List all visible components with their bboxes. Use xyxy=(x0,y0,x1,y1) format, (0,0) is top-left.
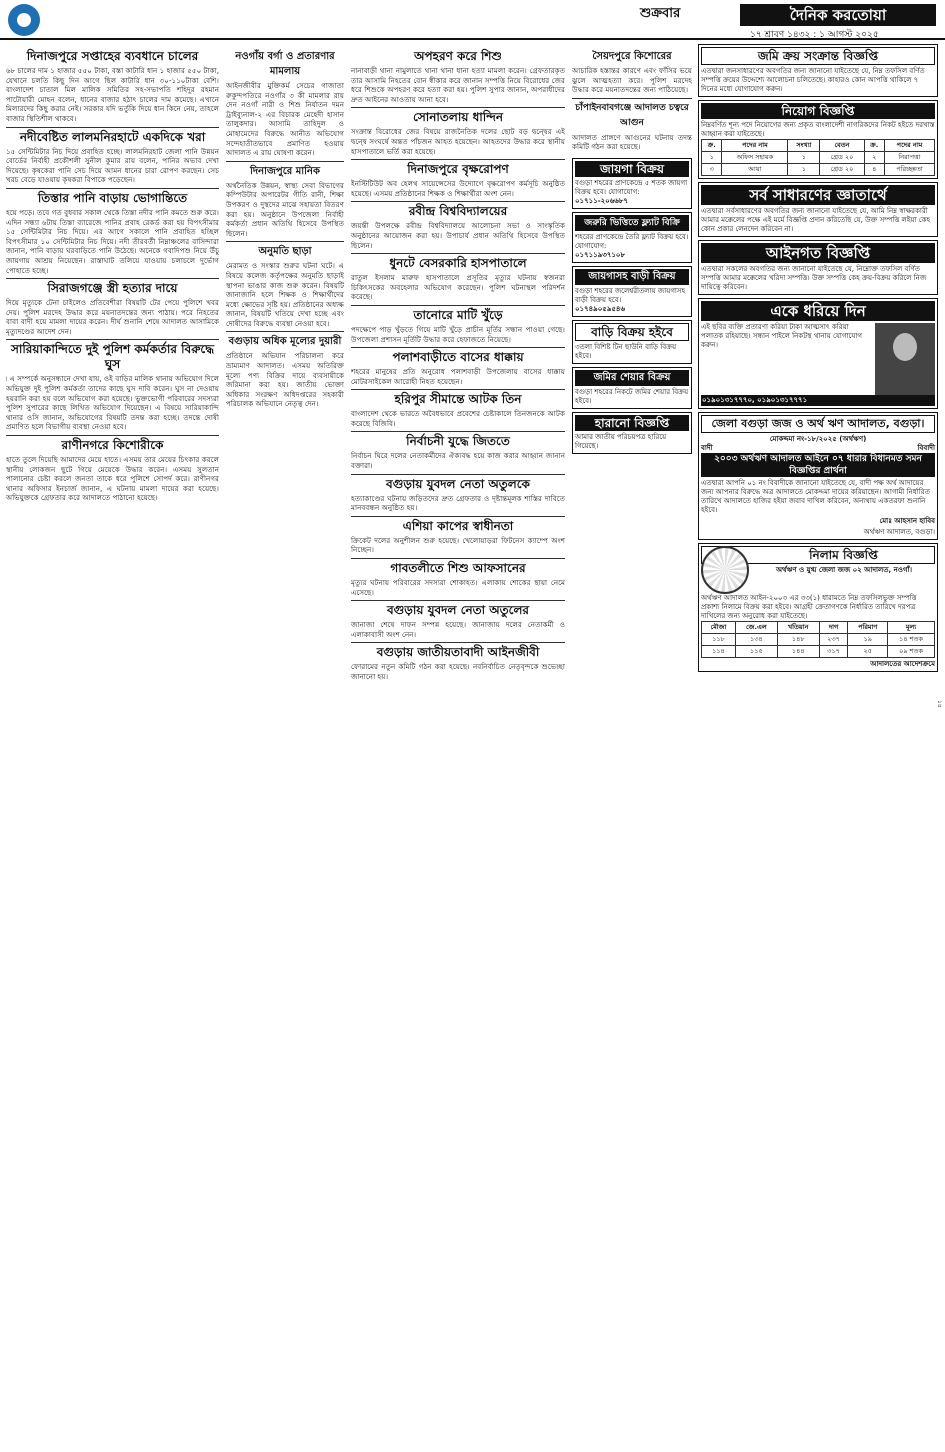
ad-title: নিয়োগ বিজ্ঞপ্তি xyxy=(701,103,935,119)
table-header-cell: বেতন xyxy=(820,140,864,152)
article-text: আচারিক হস্তান্তর কারণে এবং ফাঁসির ভয়ে ঝুলে আত্মহত্যা করে। পুলিশ মরদেহ উদ্ধার করে ময়নাতদন্তের জন্য পাঠিয়েছে। xyxy=(572,66,692,95)
classified-ad xyxy=(572,266,692,317)
page-number: ১৪ xyxy=(936,700,943,708)
article-text: পদক্ষেপে পাড় খুঁড়তে গিয়ে মাটি খুঁড়ে প্রাচীন মূর্তির সন্ধান পাওয়া গেছে। উপজেলা প্রশাসন মূর্তিটি উদ্ধার করে হেফাজতে নিয়েছে। xyxy=(351,324,565,344)
article-text: বাংলাদেশ থেকে ভারতে অবৈধভাবে প্রবেশের চেষ্টাকালে তিনজনকে আটক করেছে বিজিবি। xyxy=(351,409,565,428)
headline: এশিয়া কাপের স্বাধীনতা xyxy=(351,516,565,534)
classified-ad xyxy=(572,367,692,409)
article-text: জয়ন্তী উপলক্ষে রবীন্দ্র বিশ্ববিদ্যালয়ে আলোচনা সভা ও সাংস্কৃতিক অনুষ্ঠানের আয়োজন করা হয়। উপাচার্য প্রধান অতিথি হিসেবে উপস্থিত ছিলেন। xyxy=(351,221,565,250)
classified-ad xyxy=(572,158,692,209)
headline: চাঁপাইনবাবগঞ্জে আদালত চত্বরে আগুন xyxy=(572,98,692,131)
table-cell: ১১৮ xyxy=(702,634,736,646)
table-header-cell: দাগ xyxy=(819,622,848,634)
headline: দিনাজপুরে সপ্তাহের ব্যবধানে চালের xyxy=(26,49,199,63)
article-text: সংক্রান্ত বিরোধের জের বিষয়ে রাজনৈতিক দলের ছোট বড় দ্বন্দ্বের এই দ্বন্দ্বে সংঘর্ষে অন্তত পাঁচজন আহত হয়েছেন। আহতদের উদ্ধার করে স্থানীয় হাসপাতালে ভর্তি করা হয়েছে। xyxy=(351,127,565,156)
ad-title: জায়গাসহ বাড়ী বিক্রয় xyxy=(575,269,689,285)
table-cell: ২৫ xyxy=(848,646,888,658)
article-text: হাতে তুলে দিয়েছি আমাদের মেয়ে হাতে। এসময় তার মেয়ের চিৎকার করলে স্থানীয় লোকজন ছুটে গিয়ে মেয়েকে উদ্ধার করেন। এসময় সুলতান পালানোর চেষ্টা করলে জনতা তাকে ধরে পুলিশে সোপর্দ করে। রাণীনগর থানার অফিসার ইনচার্জ জানান, এ ঘটনায় মামলা দায়ের করা হয়েছে। অভিযুক্তকে গ্রেফতার করে আদালতে পাঠানো হয়েছে। xyxy=(6,455,219,503)
headline: ধুনটে বেসরকারি হাসপাতালে xyxy=(351,253,565,271)
ad-text: আমার জাতীয় পরিচয়পত্র হারিয়ে গিয়েছে। xyxy=(575,432,667,450)
table-cell: ২ xyxy=(864,152,884,164)
ad-text: ৩তলা বিশিষ্ট টিন ছাউনি বাড়ি বিক্রয় হইবে। xyxy=(575,342,677,360)
table-header-cell: পরিমাণ xyxy=(848,622,888,634)
wanted-person-photo xyxy=(875,323,935,395)
article-text: ৷ এ সম্পর্কে অনুসন্ধানে দেখা যায়, ওই বাড়ির মালিক থানায় অভিযোগ দিলে অভিযুক্ত দুই পুলিশ কর্মকর্তা তাদের কাছে ঘুস দাবি করেন। ঘুস না দেওয়ায় হয়রানি করা হয় বলে অভিযোগ করা হয়েছে। ভুক্তভোগী পরিবারের সদস্যরা পুলিশ সুপারের কাছে লিখিত অভিযোগ দিয়েছেন। এ বিষয়ে সারিয়াকান্দি থানার ওসি জানান, অভিযোগের বিষয়টি তদন্ত করা হচ্ছে। তদন্তে দোষী প্রমাণিত হলে বিভাগীয় ব্যবস্থা নেওয়া হবে। xyxy=(6,374,219,432)
table-cell: ১৯ xyxy=(848,634,888,646)
table-cell: ৪ xyxy=(864,164,884,176)
headline: পলাশবাড়ীতে বাসের ধাক্কায় xyxy=(351,347,565,365)
table-row xyxy=(702,164,935,176)
article-text: আদালত প্রাঙ্গণে আগুনের ঘটনায় তদন্ত কমিটি গঠন করা হয়েছে। xyxy=(572,132,692,152)
recruitment-table xyxy=(701,139,935,176)
ad-title: আইনগত বিজ্ঞপ্তি xyxy=(701,243,935,263)
table-header-cell: পদের নাম xyxy=(884,140,934,152)
column-1 xyxy=(6,44,219,1448)
ad-title: জেলা বগুড়া জজ ও অর্থ ঋণ আদালত, বগুড়া। xyxy=(701,415,935,433)
ad-text: এতদ্বারা সর্বসাধারণের অবগতির জন্য জানানো যাইতেছে যে, আমি নিম্ন স্বাক্ষরকারী আমার মক্কেলের পক্ষে এই মর্মে বিজ্ঞপ্তি প্রদান করিতেছি যে, উক্ত সম্পত্তি লইয়া কেহ কোন প্রকার লেনদেন করিবেন না। xyxy=(701,207,931,233)
notice-court-summons xyxy=(698,412,938,540)
table-header-cell: সংখ্যা xyxy=(788,140,820,152)
ad-title: একে ধরিয়ে দিন xyxy=(701,301,935,321)
headline: সিরাজগঞ্জে স্ত্রী হত্যার দায়ে xyxy=(6,278,219,296)
column-2 xyxy=(226,44,344,1448)
headline: নির্বাচনী যুদ্ধে জিততে xyxy=(351,431,565,449)
ad-title: নিলাম বিজ্ঞপ্তি xyxy=(701,546,935,564)
headline: রাণীনগরে কিশোরীকে xyxy=(6,435,219,453)
table-cell: ১৩৪ xyxy=(735,634,777,646)
ad-title: বাড়ি বিক্রয় হইবে xyxy=(575,323,689,341)
table-header-cell: পদের নাম xyxy=(722,140,788,152)
table-cell: ১ xyxy=(788,152,820,164)
ad-title: জমির শেয়ার বিক্রয় xyxy=(575,370,689,386)
table-header-cell: মূল্য xyxy=(888,622,935,634)
table-cell: অফিস সহায়ক xyxy=(722,152,788,164)
plaintiff-label: বাদী xyxy=(701,444,713,452)
table-cell: ১ xyxy=(788,164,820,176)
article-text: জানাজা শেষে দাফন সম্পন্ন হয়েছে। জানাজায় দলের নেতাকর্মী ও এলাকাবাসী অংশ নেন। xyxy=(351,620,565,639)
article-text: হয়ে পড়ে। তবে গত বুধবার সকাল থেকে তিস্তা নদীর পানি কমতে শুরু করে। এদিন সন্ধ্যা ৬টায় তিস্তা ব্যারেজে পানির প্রবাহ রেকর্ড করা হয় বিপৎসীমার ১৫ সেন্টিমিটার নিচ দিয়ে। এর আগে সকালে পানি প্রবাহিত হচ্ছিল বিপৎসীমার ১০ সেন্টিমিটার নিচ দিয়ে। নদী তীরবর্তী নিম্নাঞ্চলের বাসিন্দারা জানান, পানি বাড়ায় ঘরবাড়িতে পানি উঠেছে। অনেকে গবাদিপশু নিয়ে উঁচু জায়গায় আশ্রয় নিয়েছেন। রাস্তাঘাট তলিয়ে যাওয়ায় চলাচলে দুর্ভোগ পোহাতে হচ্ছে। xyxy=(6,207,219,275)
table-cell: আয়া xyxy=(722,164,788,176)
ad-phone: ০১৭১১৯৩৭১০৮ xyxy=(575,250,626,259)
headline: হরিপুর সীমান্তে আটক তিন xyxy=(351,389,565,407)
ad-title: হারানো বিজ্ঞপ্তি xyxy=(575,415,689,431)
table-cell: ২৩৭ xyxy=(819,634,848,646)
ad-text: শহরের প্রাণকেন্দ্রে তৈরি ফ্ল্যাট বিক্রয় হবে। যোগাযোগ: xyxy=(575,232,689,250)
column-3 xyxy=(351,44,565,1448)
table-cell: পরিচ্ছন্নতা xyxy=(884,164,934,176)
headline: বগুড়ায় জাতীয়তাবাদী আইনজীবী xyxy=(351,642,565,660)
table-cell: ০৯ শতক xyxy=(888,646,935,658)
table-cell: গ্রেড ২০ xyxy=(820,152,864,164)
defendant-label: বিবাদী xyxy=(917,444,935,452)
article-text: আইনজীবীর মুক্তিকর্ম সেচের গাজাতা রুকুন্দপতিরে নওগাঁর ৩ কী মামলার রায় দেন নওগাঁ নারী ও শিশু নির্যাতন দমন ট্রাইব্যুনাল-২ এর বিচারক মেহেদী হাসান তালুকদার। আসামি তাহিদুল ও মোহামেদের বিরুদ্ধে আনীত অভিযোগ সন্দেহাতীতভাবে প্রমাণিত হওয়ায় আদালত এ রায় ঘোষণা করেন। xyxy=(226,81,344,158)
headline: তানোরে মাটি খুঁড়ে xyxy=(351,305,565,323)
headline: অপহরণ করে শিশু xyxy=(414,49,502,63)
headline: গাবতলীতে শিশু আফসানের xyxy=(351,558,565,576)
headline: অনুমতি ছাড়া xyxy=(226,241,344,259)
table-header-cell: জে.এল xyxy=(735,622,777,634)
ad-title: জমি ক্রয় সংক্রান্ত বিজ্ঞপ্তি xyxy=(701,47,935,65)
ad-phone: ০১৭১১-২০৬৬৮৭ xyxy=(575,196,628,205)
headline: নওগাঁয় বর্গা ও প্রতারণার মামলায় xyxy=(235,51,335,77)
ad-title: সর্ব সাধারণের জ্ঞাতার্থে xyxy=(701,185,935,205)
notice-wanted xyxy=(698,298,938,409)
article-text: দিয়ে মৃত্যুকে টেনা চাইলেও প্রতিবেশীরা বিষয়টি টের পেয়ে পুলিশে খবর দেয়। পুলিশ মরদেহ উদ্ধার করে ময়নাতদন্তের জন্য পাঠায়। পরে নিহতের বাবা বাদী হয়ে মামলা দায়ের করেন। দীর্ঘ শুনানি শেষে আদালত আসামিকে মৃত্যুদণ্ডের আদেশ দেন। xyxy=(6,298,219,336)
headline: দিনাজপুরে বৃক্ষরোপণ xyxy=(351,159,565,177)
newspaper-name: দৈনিক করতোয়া xyxy=(740,4,936,26)
notice-auction xyxy=(698,543,938,672)
table-header-cell: ক্র. xyxy=(864,140,884,152)
masthead xyxy=(0,0,945,40)
notice-land-purchase xyxy=(698,44,938,97)
table-cell: ১৪৪ xyxy=(777,646,819,658)
article-text: প্রতিষ্ঠানে অভিযান পরিচালনা করে ভ্রাম্যমাণ আদালত। এসময় অতিরিক্ত মূল্যে পণ্য বিক্রির দায়ে ব্যবসায়ীকে জরিমানা করা হয়। জাতীয় ভোক্তা অধিকার সংরক্ষণ অধিদপ্তরের সহকারী পরিচালক অভিযানে নেতৃত্ব দেন। xyxy=(226,351,344,409)
ad-title: জরুরি ভিত্তিতে ফ্ল্যাট বিক্রি xyxy=(575,215,689,231)
table-header-cell: মৌজা xyxy=(702,622,736,634)
signatory: মোঃ আহসান হাবিব xyxy=(879,517,935,525)
column-4 xyxy=(572,44,692,1448)
table-cell: ৩ xyxy=(702,164,722,176)
headline: সারিয়াকান্দিতে দুই পুলিশ কর্মকর্তার বিরুদ্ধে ঘুস xyxy=(6,339,219,372)
article-text: মৃত্যুর ঘটনায় পরিবারের সদস্যরা শোকাহত। এলাকায় শোকের ছায়া নেমে এসেছে। xyxy=(351,578,565,597)
ad-text: বগুড়া শহরের জলেশ্বরীতলায় জায়গাসহ বাড়ী বিক্রয় হবে। xyxy=(575,286,686,304)
headline: দিনাজপুরে মানিক xyxy=(226,161,344,179)
table-cell: নিরাপত্তা xyxy=(884,152,934,164)
article-text: অর্থনৈতিক উন্নয়ন, স্বাস্থ্য সেবা বিভাগের কম্পিউটার অপারেটর গীতি রানী, শিক্ষা উপকরণ ও দুস্থদের মাঝে সহায়তা বিতরণ করা হয়। অনুষ্ঠানে উপজেলা নির্বাহী কর্মকর্তা প্রধান অতিথি হিসেবে উপস্থিত ছিলেন। xyxy=(226,180,344,238)
table-header-cell: ক্র. xyxy=(702,140,722,152)
newspaper-logo-icon xyxy=(8,4,40,36)
ad-text: অর্থঋণ আদালত আইন-২০০৩ এর ৩৩(১) ধারামতে নিম্ন তফসিলভুক্ত সম্পত্তি প্রকাশ্য নিলামে বিক্রয় করা হইবে। আগ্রহী ক্রেতাগণকে নির্ধারিত তারিখে দরপত্র দাখিলের জন্য অনুরোধ করা যাইতেছে। xyxy=(701,594,917,620)
table-header-cell: খতিয়ান xyxy=(777,622,819,634)
table-row xyxy=(702,152,935,164)
ad-phone: ০১৯০১৩১৭৭৭০, ০১৯০১৩১৭৭৭১ xyxy=(701,395,935,406)
headline: বগুড়ায় অধিক মূল্যের দুয়ারী xyxy=(226,331,344,349)
article-text: মেরামত ও সংস্কার শুরুর ঘটনা ঘটে। এ বিষয়ে কলেজ কর্তৃপক্ষের অনুমতি ছাড়াই স্থাপনা ভাঙার কাজ শুরু করেন। বিষয়টি জানাজানি হলে শিক্ষক ও শিক্ষার্থীদের মধ্যে ক্ষোভের সৃষ্টি হয়। প্রতিষ্ঠানের অধ্যক্ষ জানান, বিষয়টি খতিয়ে দেখা হচ্ছে এবং দোষীদের বিরুদ্ধে ব্যবস্থা নেওয়া হবে। xyxy=(226,261,344,328)
headline: নদীবেষ্টিত লালমনিরহাটে একদিকে খরা xyxy=(6,127,219,145)
signatory-role: অর্থঋণ আদালত, বগুড়া। xyxy=(863,528,935,536)
headline: সৈয়দপুরে কিশোরের xyxy=(592,51,672,62)
classified-ad xyxy=(572,412,692,454)
table-cell: ১১৫ xyxy=(735,646,777,658)
table-cell: ১৪৮ xyxy=(777,634,819,646)
auction-subtitle: অর্থঋণ ও যুগ্ম জেলা জজ ০২ আদালত, নওগাঁ। xyxy=(775,566,913,574)
signatory: আদালতের আদেশক্রমে xyxy=(870,660,935,668)
auction-table xyxy=(701,621,935,658)
classified-ad xyxy=(572,320,692,364)
table-cell: ১ xyxy=(702,152,722,164)
article-text: ফোরামের নতুন কমিটি গঠন করা হয়েছে। নবনির্বাচিত নেতৃবৃন্দকে শুভেচ্ছা জানানো হয়। xyxy=(351,662,565,681)
issue-day: শুক্রবার xyxy=(640,6,681,21)
ad-text: এতদ্বারা আপনি ০১ নং বিবাদীকে জানানো যাইতেছে যে, বাদী পক্ষ অর্থ আদায়ের জন্য আপনার বিরুদ্ধে অত্র আদালতে মোকদ্দমা দায়ের করিয়াছেন। আগামী নির্ধারিত তারিখে আদালতে হাজির হইয়া জবাব দাখিল করিবেন, অন্যথায় একতরফা শুনানি হইবে। xyxy=(701,479,930,514)
article-text: ইনস্টিটিউট অব হেলথ সায়েন্সেসের উদ্যোগে বৃক্ষরোপণ কর্মসূচি অনুষ্ঠিত হয়েছে। এসময় প্রতিষ্ঠানের শিক্ষক ও শিক্ষার্থীরা অংশ নেন। xyxy=(351,179,565,198)
ad-text: বগুড়া শহরের প্রাণকেন্দ্রে ৫ শতক জায়গা বিক্রয় হবে। যোগাযোগ: xyxy=(575,178,688,196)
article-text: হত্যাকাণ্ডের ঘটনায় জড়িতদের দ্রুত গ্রেফতার ও দৃষ্টান্তমূলক শাস্তির দাবিতে মানববন্ধন অনুষ্ঠিত হয়। xyxy=(351,493,565,513)
article-text: নানাবাড়ী থানা নামুলাতে থানা থানা ধানা হত্যা মামলা করেন। গ্রেফতারকৃত তার আসামি নিহতের বোন স্বীকার করে জানান সম্পত্তি নিয়ে বিরোধের জের ধরে শিশুকে অপহরণ করে হত্যা করা হয়। পুলিশ সুপার জানান, অপরাধীদের দ্রুত আইনের আওতায় আনা হবে। xyxy=(351,66,565,104)
case-number: মোকদ্দমা নং-১৮/২০২৫ (অর্থঋণ) xyxy=(769,435,867,443)
article-text: শহরের মানুষের প্রতি অনুরোধ পলাশবাড়ী উপজেলায় বাসের ধাক্কায় মোটরসাইকেল আরোহী নিহত হয়েছেন। xyxy=(351,367,565,386)
ad-text: এতদ্বারা সকলের অবগতির জন্য জানানো যাইতেছে যে, নিম্নোক্ত তফসিল বর্ণিত সম্পত্তি আমার মক্কেলের খরিদা সম্পত্তি। উক্ত সম্পত্তি কেহ ক্রয়-বিক্রয় করিলে নিজ দায়িত্বে করিবেন। xyxy=(701,265,927,291)
table-cell: গ্রেড ২০ xyxy=(820,164,864,176)
notice-recruitment xyxy=(698,100,938,179)
ad-text: এতদ্বারা জনসাধারণের অবগতির জন্য জানানো যাইতেছে যে, নিম্ন তফসিল বর্ণিত সম্পত্তি ক্রয়ের উদ্দেশ্যে আলোচনা চলিতেছে। কাহারও কোন আপত্তি থাকিলে ৭ দিনের মধ্যে যোগাযোগ করুন। xyxy=(701,67,925,93)
table-cell: ৩১৭ xyxy=(819,646,848,658)
headline: রবীন্দ্র বিশ্ববিদ্যালয়ের xyxy=(351,201,565,219)
ad-text: বগুড়া শহরের নিকটে জমির শেয়ার বিক্রয় হইবে। xyxy=(575,387,689,405)
summons-banner: ২০০৩ অর্থঋণ আদালত আইনে ০৭ ধারার বিধানমত সমন বিজ্ঞপ্তির প্রার্থনা xyxy=(701,453,935,477)
article-text: রাতুল ইসলাম মারুফ হাসপাতালে প্রসূতির মৃত্যুর ঘটনায় স্বজনরা চিকিৎসকের অবহেলার অভিযোগ করেছেন। পুলিশ ঘটনাস্থল পরিদর্শন করেছে। xyxy=(351,273,565,302)
court-seal-icon xyxy=(701,546,749,594)
ad-title: জায়গা বিক্রয় xyxy=(575,161,689,177)
article-text: ক্রিকেট দলের অনুশীলন শুরু হয়েছে। খেলোয়াড়রা ফিটনেস ক্যাম্পে অংশ নিচ্ছেন। xyxy=(351,535,565,555)
classified-ad xyxy=(572,212,692,263)
issue-date: ১৭ শ্রাবণ ১৪৩২ : ১ আগস্ট ২০২৫ xyxy=(750,30,879,40)
table-cell: ১১৪ xyxy=(702,646,736,658)
column-5 xyxy=(698,44,938,1448)
article-text: নির্বাচন ঘিরে দলের নেতাকর্মীদের ঐক্যবদ্ধ হয়ে কাজ করার আহ্বান জানান বক্তারা। xyxy=(351,451,565,471)
headline: বগুড়ায় যুবদল নেতা অতুলকে xyxy=(351,474,565,492)
ad-phone: ০১৭৪৯০৫৯৫৪৬ xyxy=(575,304,626,313)
headline: তিস্তার পানি বাড়ায় ভোগান্তিতে xyxy=(6,188,219,206)
ad-text: এই ছবির ব্যক্তি প্রতারণা করিয়া টাকা আত্মসাৎ করিয়া পলাতক রহিয়াছে। সন্ধান পাইলে নিকটস্থ থানায় যোগাযোগ করুন। xyxy=(701,323,862,349)
ad-text: নিম্নবর্ণিত শূন্য পদে নিয়োগের জন্য প্রকৃত বাংলাদেশী নাগরিকদের নিকট হইতে দরখাস্ত আহ্বান করা যাইতেছে। xyxy=(701,121,935,138)
article-text: ৬৮ চালের দাম ১ হাজার ৫৫০ টাকা, বস্তা কাটারি ধান ১ হাজার ৫৫০ টাকা, যেখানে চলতি কিছু দিন আগে ছিল কাটারি ধান ৩০-১১০টাকা বেশি। বাংলাদেশ চাতাল মিল মালিক সমিতির সহ-সভাপতি শহিদুর রহমান পাটোয়ারী মোহন বলেন, ধানের বাজার হঠাৎ চালের দাম কমেছে। এখানে মিলারদের কিছু করার নেই। সরকার যদি ভর্তুকি দিয়ে ধান কিনে নেয়, তাহলে বাজার স্থিতিশীল থাকবে। xyxy=(6,66,219,123)
notice-public xyxy=(698,182,938,237)
headline: বগুড়ায় যুবদল নেতা অতুলের xyxy=(351,600,565,618)
table-cell: ১৪ শতক xyxy=(888,634,935,646)
table-row xyxy=(702,634,935,646)
headline: সোনাতলায় ধান্দিন xyxy=(351,107,565,125)
article-text: ১৫ সেন্টিমিটার নিচ দিয়ে প্রবাহিত হচ্ছে। লালমনিরহাট জেলা পানি উন্নয়ন বোর্ডের নির্বাহী প্রকৌশলী সুনীল কুমার রায় বলেন, পানির অভাব দেখা দিয়েছে। কৃষকেরা পানি সেচ দিয়ে আমন ধানের চারা রোপণ করছেন। সেচ খরচ বেড়ে যাওয়ায় কৃষকরা বিপাকে পড়েছেন। xyxy=(6,146,219,185)
table-row xyxy=(702,646,935,658)
notice-legal xyxy=(698,240,938,295)
